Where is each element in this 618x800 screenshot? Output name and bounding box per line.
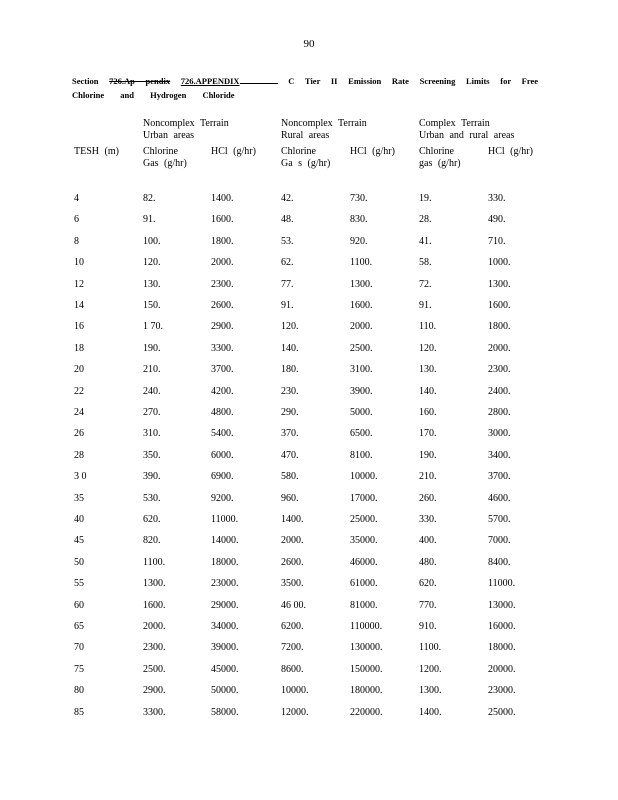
header-group-title: Complex Terrain: [419, 118, 490, 129]
cell-rural-hcl: 61000.: [350, 578, 378, 590]
cell-urban-chlorine: 120.: [143, 257, 161, 269]
cell-rural-chlorine: 290.: [281, 407, 299, 418]
cell-urban-chlorine: 530.: [143, 492, 161, 504]
cell-tesh: 55: [74, 578, 84, 590]
cell-complex-hcl: 11000.: [488, 578, 516, 590]
cell-tesh: 3 0: [74, 471, 87, 483]
cell-urban-hcl: 1800.: [211, 235, 234, 247]
cell-complex-chlorine: 58.: [419, 257, 432, 269]
cell-tesh: 50: [74, 556, 84, 568]
cell-urban-chlorine: 210.: [143, 364, 161, 376]
cell-urban-hcl: 6000.: [211, 449, 234, 461]
cell-urban-chlorine: 2300.: [143, 642, 166, 654]
cell-tesh: 60: [74, 599, 84, 611]
cell-complex-hcl: 25000.: [488, 706, 516, 718]
cell-complex-chlorine: 1300.: [419, 685, 442, 697]
heading-line-1: [72, 74, 538, 88]
table-row: [0, 621, 618, 642]
heading-line-2: [72, 88, 538, 102]
header-chlorine-label: Chlorine: [143, 146, 178, 157]
cell-urban-hcl: 50000.: [211, 685, 239, 697]
heading-word: Screening: [419, 76, 456, 86]
page-number: 90: [303, 38, 315, 50]
cell-urban-chlorine: 130.: [143, 278, 161, 290]
heading-word: Chlorine: [72, 90, 105, 100]
cell-rural-chlorine: 370.: [281, 428, 299, 440]
heading-word: and: [120, 90, 134, 100]
cell-tesh: 70: [74, 642, 84, 654]
cell-urban-chlorine: 240.: [143, 385, 161, 397]
cell-urban-hcl: 1400.: [211, 193, 234, 204]
cell-tesh: 80: [74, 685, 84, 697]
header-chlorine-urban: [143, 146, 187, 170]
table-row: [0, 300, 618, 321]
cell-complex-chlorine: 41.: [419, 235, 432, 247]
cell-complex-hcl: 1600.: [488, 300, 511, 311]
cell-complex-chlorine: 110.: [419, 321, 437, 333]
cell-urban-hcl: 14000.: [211, 535, 239, 547]
cell-complex-hcl: 2400.: [488, 385, 511, 397]
cell-complex-hcl: 1300.: [488, 278, 511, 290]
cell-rural-hcl: 920.: [350, 235, 368, 247]
cell-complex-hcl: 2800.: [488, 407, 511, 418]
cell-rural-hcl: 730.: [350, 193, 368, 204]
heading-section-word: Section: [72, 76, 99, 86]
cell-rural-hcl: 1300.: [350, 278, 373, 290]
table-row: [0, 321, 618, 342]
cell-tesh: 75: [74, 663, 84, 675]
cell-complex-hcl: 1800.: [488, 321, 511, 333]
cell-complex-hcl: 16000.: [488, 621, 516, 632]
cell-complex-hcl: 3400.: [488, 449, 511, 461]
cell-rural-chlorine: 7200.: [281, 642, 304, 654]
cell-tesh: 16: [74, 321, 84, 333]
cell-rural-chlorine: 2600.: [281, 556, 304, 568]
cell-rural-chlorine: 120.: [281, 321, 299, 333]
cell-tesh: 65: [74, 621, 84, 632]
cell-rural-hcl: 46000.: [350, 556, 378, 568]
cell-complex-hcl: 2300.: [488, 364, 511, 376]
cell-complex-chlorine: 1100.: [419, 642, 442, 654]
cell-complex-hcl: 18000.: [488, 642, 516, 654]
cell-urban-hcl: 3700.: [211, 364, 234, 376]
cell-complex-chlorine: 120.: [419, 342, 437, 354]
cell-rural-chlorine: 53.: [281, 235, 294, 247]
cell-complex-hcl: 490.: [488, 214, 506, 226]
cell-complex-chlorine: 910.: [419, 621, 437, 632]
header-tesh: TESH (m): [74, 146, 119, 157]
heading-struck-text: 726.Ap pendix: [109, 76, 171, 86]
cell-rural-hcl: 110000.: [350, 621, 383, 632]
header-hcl-urban: HCl (g/hr): [211, 146, 256, 157]
cell-urban-hcl: 1600.: [211, 214, 234, 226]
cell-rural-hcl: 1100.: [350, 257, 373, 269]
cell-rural-chlorine: 91.: [281, 300, 294, 311]
cell-rural-chlorine: 580.: [281, 471, 299, 483]
cell-urban-chlorine: 3300.: [143, 706, 166, 718]
table-row: [0, 450, 618, 471]
cell-complex-hcl: 8400.: [488, 556, 511, 568]
cell-complex-chlorine: 480.: [419, 556, 437, 568]
cell-rural-hcl: 2500.: [350, 342, 373, 354]
table-row: [0, 600, 618, 621]
cell-complex-chlorine: 28.: [419, 214, 432, 226]
cell-rural-chlorine: 10000.: [281, 685, 309, 697]
heading-word: II: [330, 76, 338, 86]
cell-urban-chlorine: 100.: [143, 235, 161, 247]
header-chlorine-units: gas (g/hr): [419, 158, 461, 169]
cell-urban-hcl: 58000.: [211, 706, 239, 718]
cell-complex-hcl: 5700.: [488, 514, 511, 525]
table-row: [0, 707, 618, 728]
cell-complex-hcl: 4600.: [488, 492, 511, 504]
cell-rural-chlorine: 48.: [281, 214, 294, 226]
cell-complex-hcl: 3000.: [488, 428, 511, 440]
cell-urban-hcl: 2600.: [211, 300, 234, 311]
header-group-complex: [419, 118, 514, 142]
cell-rural-chlorine: 6200.: [281, 621, 304, 632]
header-chlorine-units: Ga s (g/hr): [281, 158, 331, 169]
heading-word: Tier: [304, 76, 321, 86]
cell-rural-chlorine: 3500.: [281, 578, 304, 590]
cell-complex-chlorine: 140.: [419, 385, 437, 397]
cell-urban-hcl: 9200.: [211, 492, 234, 504]
cell-tesh: 26: [74, 428, 84, 440]
cell-urban-hcl: 3300.: [211, 342, 234, 354]
cell-complex-hcl: 13000.: [488, 599, 516, 611]
cell-rural-hcl: 2000.: [350, 321, 373, 333]
cell-rural-chlorine: 77.: [281, 278, 294, 290]
cell-rural-hcl: 17000.: [350, 492, 378, 504]
table-row: [0, 236, 618, 257]
cell-complex-hcl: 330.: [488, 193, 506, 204]
cell-complex-hcl: 20000.: [488, 663, 516, 675]
heading-word: Emission: [348, 76, 382, 86]
cell-rural-chlorine: 62.: [281, 257, 294, 269]
cell-tesh: 6: [74, 214, 79, 226]
cell-urban-hcl: 4800.: [211, 407, 234, 418]
cell-urban-chlorine: 1300.: [143, 578, 166, 590]
cell-complex-hcl: 1000.: [488, 257, 511, 269]
cell-urban-hcl: 5400.: [211, 428, 234, 440]
header-group-title: Noncomplex Terrain: [281, 118, 367, 129]
cell-rural-hcl: 830.: [350, 214, 368, 226]
table-row: [0, 493, 618, 514]
header-hcl-rural: HCl (g/hr): [350, 146, 395, 157]
cell-complex-hcl: 3700.: [488, 471, 511, 483]
cell-rural-hcl: 25000.: [350, 514, 378, 525]
cell-urban-hcl: 45000.: [211, 663, 239, 675]
cell-urban-hcl: 39000.: [211, 642, 239, 654]
heading-word: Rate: [391, 76, 409, 86]
cell-rural-hcl: 130000.: [350, 642, 383, 654]
cell-urban-hcl: 11000.: [211, 514, 239, 525]
cell-rural-hcl: 5000.: [350, 407, 373, 418]
cell-tesh: 40: [74, 514, 84, 525]
header-chlorine-units: Gas (g/hr): [143, 158, 187, 169]
cell-complex-chlorine: 260.: [419, 492, 437, 504]
table-row: [0, 535, 618, 556]
heading-word: for: [500, 76, 511, 86]
cell-rural-hcl: 10000.: [350, 471, 378, 483]
cell-tesh: 18: [74, 342, 84, 354]
cell-complex-hcl: 7000.: [488, 535, 511, 547]
cell-urban-chlorine: 390.: [143, 471, 161, 483]
table-row: [0, 214, 618, 235]
cell-urban-chlorine: 1100.: [143, 556, 166, 568]
cell-rural-hcl: 3100.: [350, 364, 373, 376]
cell-rural-hcl: 3900.: [350, 385, 373, 397]
header-group-title: Noncomplex Terrain: [143, 118, 229, 129]
heading-underline-gap: [240, 74, 278, 84]
heading-word: Hydrogen: [150, 90, 187, 100]
table-row: [0, 257, 618, 278]
cell-urban-hcl: 23000.: [211, 578, 239, 590]
cell-urban-chlorine: 190.: [143, 342, 161, 354]
header-chlorine-label: Chlorine: [281, 146, 316, 157]
table-row: [0, 557, 618, 578]
cell-rural-chlorine: 46 00.: [281, 599, 306, 611]
header-group-urban: [143, 118, 229, 142]
cell-complex-chlorine: 190.: [419, 449, 437, 461]
cell-urban-chlorine: 82.: [143, 193, 156, 204]
cell-urban-hcl: 4200.: [211, 385, 234, 397]
cell-tesh: 10: [74, 257, 84, 269]
table-row: [0, 193, 618, 214]
cell-tesh: 28: [74, 449, 84, 461]
cell-urban-chlorine: 1600.: [143, 599, 166, 611]
table-row: [0, 578, 618, 599]
cell-tesh: 22: [74, 385, 84, 397]
cell-urban-hcl: 34000.: [211, 621, 239, 632]
cell-urban-chlorine: 270.: [143, 407, 161, 418]
cell-rural-hcl: 220000.: [350, 706, 383, 718]
table-row: [0, 279, 618, 300]
cell-tesh: 24: [74, 407, 84, 418]
header-hcl-complex: HCl (g/hr): [488, 146, 533, 157]
cell-urban-chlorine: 2500.: [143, 663, 166, 675]
heading-word: Chloride: [202, 90, 235, 100]
cell-complex-chlorine: 72.: [419, 278, 432, 290]
cell-tesh: 8: [74, 235, 79, 247]
cell-rural-chlorine: 140.: [281, 342, 299, 354]
cell-rural-chlorine: 1400.: [281, 514, 304, 525]
header-chlorine-complex: [419, 146, 461, 170]
cell-urban-chlorine: 620.: [143, 514, 161, 525]
table-row: [0, 343, 618, 364]
header-group-subtitle: Rural areas: [281, 130, 330, 141]
cell-complex-chlorine: 400.: [419, 535, 437, 547]
section-heading: [72, 74, 538, 102]
header-chlorine-label: Chlorine: [419, 146, 454, 157]
cell-rural-chlorine: 8600.: [281, 663, 304, 675]
table-row: [0, 364, 618, 385]
header-group-subtitle: Urban and rural areas: [419, 130, 515, 141]
table-row: [0, 664, 618, 685]
cell-rural-chlorine: 960.: [281, 492, 299, 504]
heading-word: Free: [521, 76, 539, 86]
cell-complex-chlorine: 770.: [419, 599, 437, 611]
cell-urban-hcl: 2300.: [211, 278, 234, 290]
cell-complex-chlorine: 210.: [419, 471, 437, 483]
header-group-rural: [281, 118, 367, 142]
cell-complex-hcl: 2000.: [488, 342, 511, 354]
cell-rural-chlorine: 12000.: [281, 706, 309, 718]
cell-rural-chlorine: 470.: [281, 449, 299, 461]
table-row: [0, 407, 618, 428]
cell-urban-hcl: 6900.: [211, 471, 234, 483]
cell-urban-chlorine: 310.: [143, 428, 161, 440]
cell-tesh: 20: [74, 364, 84, 376]
cell-rural-chlorine: 180.: [281, 364, 299, 376]
cell-rural-hcl: 81000.: [350, 599, 378, 611]
cell-rural-chlorine: 230.: [281, 385, 299, 397]
cell-urban-hcl: 29000.: [211, 599, 239, 611]
cell-tesh: 85: [74, 706, 84, 718]
cell-tesh: 45: [74, 535, 84, 547]
heading-appendix-text: 726.APPENDIX: [180, 76, 240, 86]
cell-complex-hcl: 23000.: [488, 685, 516, 697]
cell-complex-hcl: 710.: [488, 235, 506, 247]
table-row: [0, 642, 618, 663]
cell-tesh: 35: [74, 492, 84, 504]
cell-urban-hcl: 2900.: [211, 321, 234, 333]
cell-rural-hcl: 8100.: [350, 449, 373, 461]
cell-complex-chlorine: 19.: [419, 193, 432, 204]
cell-complex-chlorine: 330.: [419, 514, 437, 525]
cell-complex-chlorine: 1200.: [419, 663, 442, 675]
cell-rural-hcl: 150000.: [350, 663, 383, 675]
heading-word: Limits: [466, 76, 490, 86]
cell-urban-chlorine: 1 70.: [143, 321, 163, 333]
cell-rural-hcl: 35000.: [350, 535, 378, 547]
table-row: [0, 685, 618, 706]
cell-urban-chlorine: 820.: [143, 535, 161, 547]
cell-urban-chlorine: 2000.: [143, 621, 166, 632]
cell-urban-chlorine: 91.: [143, 214, 156, 226]
heading-word: C: [288, 76, 295, 86]
table-row: [0, 386, 618, 407]
cell-urban-hcl: 2000.: [211, 257, 234, 269]
table-row: [0, 428, 618, 449]
cell-rural-hcl: 6500.: [350, 428, 373, 440]
cell-urban-chlorine: 150.: [143, 300, 161, 311]
cell-rural-chlorine: 42.: [281, 193, 294, 204]
cell-complex-chlorine: 1400.: [419, 706, 442, 718]
cell-urban-hcl: 18000.: [211, 556, 239, 568]
cell-tesh: 4: [74, 193, 79, 204]
cell-complex-chlorine: 130.: [419, 364, 437, 376]
cell-complex-chlorine: 170.: [419, 428, 437, 440]
table-row: [0, 514, 618, 535]
cell-urban-chlorine: 350.: [143, 449, 161, 461]
cell-complex-chlorine: 620.: [419, 578, 437, 590]
cell-rural-chlorine: 2000.: [281, 535, 304, 547]
cell-tesh: 12: [74, 278, 84, 290]
header-group-subtitle: Urban areas: [143, 130, 195, 141]
header-chlorine-rural: [281, 146, 330, 170]
cell-complex-chlorine: 91.: [419, 300, 432, 311]
cell-tesh: 14: [74, 300, 84, 311]
cell-rural-hcl: 1600.: [350, 300, 373, 311]
table-row: [0, 471, 618, 492]
cell-complex-chlorine: 160.: [419, 407, 437, 418]
cell-rural-hcl: 180000.: [350, 685, 383, 697]
cell-urban-chlorine: 2900.: [143, 685, 166, 697]
